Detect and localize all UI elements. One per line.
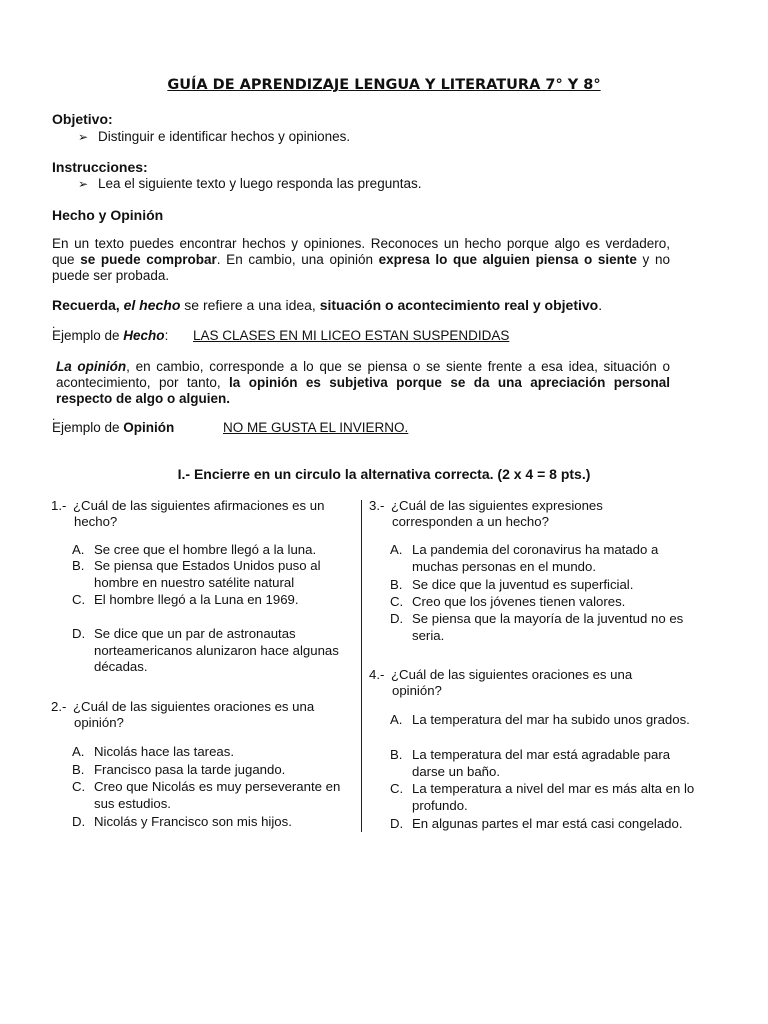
objective-text: Distinguir e identificar hechos y opiniones. [98, 129, 351, 144]
option-2b[interactable] [72, 762, 357, 779]
option-text: En algunas partes el mar está casi congelado. [412, 816, 683, 831]
option-letter: C. [72, 592, 86, 607]
question-text: ¿Cuál de las siguientes expresiones [391, 498, 603, 513]
page-title: GUÍA DE APRENDIZAJE LENGUA Y LITERATURA 7° Y 8° [167, 77, 601, 93]
option-text: Se piensa que la mayoría de la juventud no es seria. [412, 611, 684, 643]
option-1d[interactable] [72, 626, 342, 676]
definition-emphasis: se puede comprobar [80, 252, 217, 267]
option-letter: B. [390, 577, 403, 592]
fact-example-value: LAS CLASES EN MI LICEO ESTAN SUSPENDIDAS [193, 328, 510, 343]
option-text: Francisco pasa la tarde jugando. [94, 762, 286, 777]
option-2a[interactable] [72, 744, 357, 761]
definition-paragraph [52, 236, 670, 284]
remember-text: Recuerda, [52, 297, 124, 313]
topic-heading: Hecho y Opinión [52, 207, 164, 223]
option-2c[interactable] [72, 779, 357, 812]
remember-emphasis: situación o acontecimiento real y objetivo [319, 297, 599, 313]
question-number: 3.- [369, 498, 385, 513]
column-divider [361, 500, 362, 832]
option-4c[interactable] [390, 781, 695, 814]
option-letter: C. [72, 779, 86, 794]
option-4b[interactable] [390, 747, 695, 780]
instructions-heading: Instrucciones: [52, 159, 148, 175]
question-text: ¿Cuál de las siguientes afirmaciones es un [73, 498, 325, 513]
list-dot: . [52, 409, 56, 423]
option-text: Nicolás hace las tareas. [94, 744, 235, 759]
opinion-example-value: NO ME GUSTA EL INVIERNO. [223, 420, 409, 435]
option-letter: B. [72, 558, 85, 573]
question-text: hecho? [74, 514, 118, 529]
option-letter: A. [390, 712, 403, 727]
option-2d[interactable] [72, 814, 357, 831]
option-text: Creo que los jóvenes tienen valores. [412, 594, 626, 609]
question-1 [51, 498, 351, 530]
option-1b[interactable] [72, 558, 342, 591]
option-letter: C. [390, 781, 404, 796]
question-text: ¿Cuál de las siguientes oraciones es una [391, 667, 633, 682]
option-text: La temperatura del mar ha subido unos grados. [412, 712, 690, 727]
opinion-emphasis: La opinión [56, 359, 127, 374]
objective-item [78, 129, 350, 144]
option-letter: D. [72, 814, 86, 829]
option-letter: A. [72, 542, 85, 557]
option-letter: D. [390, 816, 404, 831]
objective-heading: Objetivo: [52, 111, 113, 127]
example-label-emphasis: Hecho [123, 328, 165, 343]
question-number: 4.- [369, 667, 385, 682]
opinion-paragraph [56, 359, 670, 407]
option-1a[interactable] [72, 542, 342, 559]
option-text: Se dice que la juventud es superficial. [412, 577, 634, 592]
fact-example-label [52, 328, 168, 343]
option-1c[interactable] [72, 592, 342, 609]
option-letter: C. [390, 594, 404, 609]
option-letter: A. [72, 744, 85, 759]
option-3a[interactable] [390, 542, 695, 575]
option-text: Se piensa que Estados Unidos puso al hombre en nuestro satélite natural [94, 558, 321, 590]
definition-text: . En cambio, una opinión [216, 252, 379, 267]
definition-text: En un texto puedes encontrar hechos y opiniones. Reconoces un hecho porque algo es verdadero, que [52, 236, 670, 267]
option-letter: D. [390, 611, 404, 626]
opinion-text: , en cambio, corresponde a lo que se piensa o se siente frente a esa idea, situación o acontecimiento, por tanto, [56, 359, 670, 390]
option-3d[interactable] [390, 611, 695, 644]
opinion-emphasis: la opinión es subjetiva porque se da una apreciación personal respecto de algo o alguien. [56, 375, 671, 406]
remember-paragraph [52, 297, 670, 313]
instructions-text: Lea el siguiente texto y luego responda las preguntas. [98, 176, 422, 191]
section-title: I.- Encierre en un circulo la alternativa correcta. (2 x 4 = 8 pts.) [177, 466, 591, 482]
example-label-text: Ejemplo de [52, 420, 124, 435]
question-text: opinión? [392, 683, 442, 698]
question-text: corresponden a un hecho? [392, 514, 549, 529]
option-letter: B. [390, 747, 403, 762]
example-label-emphasis: Opinión [123, 420, 175, 435]
option-text: La pandemia del coronavirus ha matado a muchas personas en el mundo. [412, 542, 659, 574]
option-3c[interactable] [390, 594, 695, 611]
option-text: La temperatura del mar está agradable para darse un baño. [412, 747, 671, 779]
option-text: Se cree que el hombre llegó a la luna. [94, 542, 317, 557]
remember-text: se refiere a una idea, [180, 297, 320, 313]
option-3b[interactable] [390, 577, 695, 594]
opinion-example-label [52, 420, 174, 435]
instructions-item [78, 176, 421, 191]
option-4d[interactable] [390, 816, 695, 833]
definition-emphasis: expresa lo que alguien piensa o siente [378, 252, 637, 267]
example-label-text: Ejemplo de [52, 328, 124, 343]
definition-text: y no puede ser probada. [52, 252, 670, 283]
question-number: 2.- [51, 699, 67, 714]
option-text: Nicolás y Francisco son mis hijos. [94, 814, 292, 829]
option-letter: B. [72, 762, 85, 777]
list-dot: . [52, 317, 56, 331]
question-text: ¿Cuál de las siguientes oraciones es una [73, 699, 315, 714]
question-2 [51, 699, 351, 731]
option-text: La temperatura a nivel del mar es más alta en lo profundo. [412, 781, 695, 813]
question-4 [369, 667, 679, 699]
option-text: El hombre llegó a la Luna en 1969. [94, 592, 299, 607]
option-letter: D. [72, 626, 86, 641]
option-letter: A. [390, 542, 403, 557]
arrow-bullet-icon: ➢ [78, 177, 89, 191]
question-number: 1.- [51, 498, 67, 513]
remember-emphasis: el hecho [123, 297, 181, 313]
remember-text: . [598, 297, 603, 313]
option-text: Se dice que un par de astronautas norteamericanos alunizaron hace algunas décadas. [94, 626, 339, 674]
question-text: opinión? [74, 715, 124, 730]
option-4a[interactable] [390, 712, 695, 729]
question-3 [369, 498, 679, 530]
arrow-bullet-icon: ➢ [78, 130, 89, 144]
example-label-text: : [164, 328, 169, 343]
option-text: Creo que Nicolás es muy perseverante en sus estudios. [94, 779, 341, 811]
